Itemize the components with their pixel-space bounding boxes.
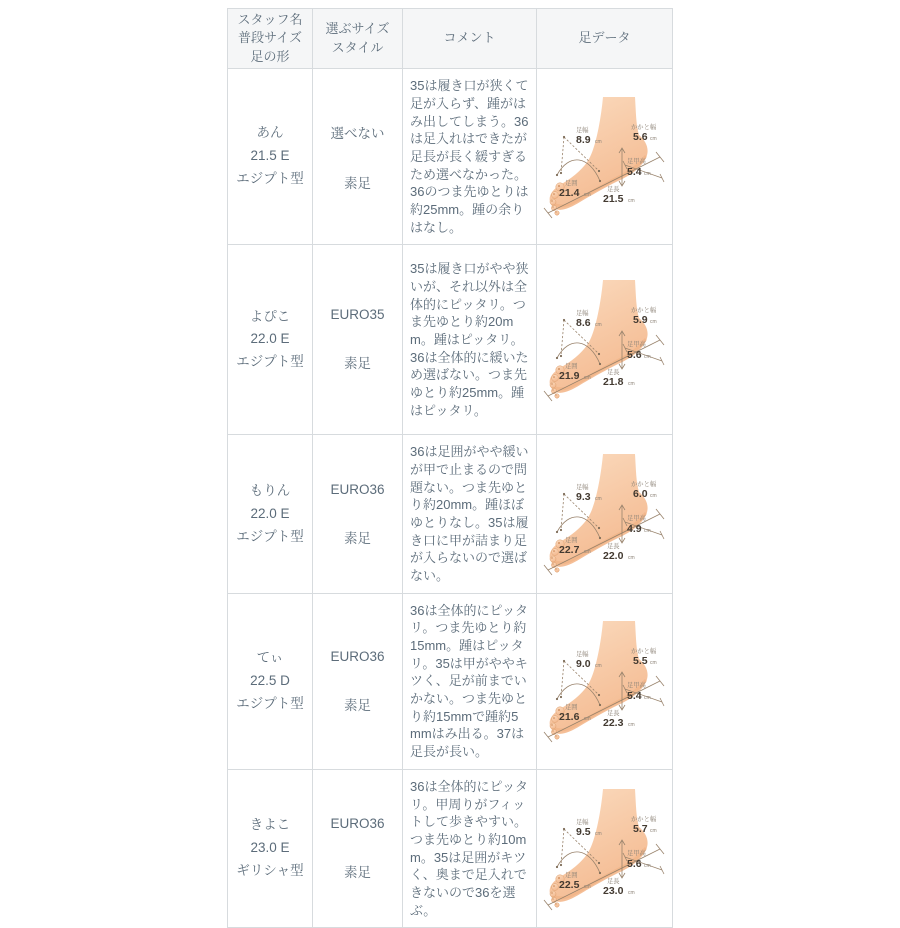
col-header-staff — [228, 9, 313, 69]
svg-text:cm: cm — [627, 197, 635, 204]
svg-text:5.7: 5.7 — [632, 822, 648, 835]
table-row — [228, 69, 673, 245]
svg-text:足甲高: 足甲高 — [626, 157, 646, 165]
staff-foot-shape: エジプト型 — [236, 528, 304, 544]
chosen-size: EURO35 — [330, 307, 385, 323]
svg-text:cm: cm — [583, 716, 591, 723]
svg-text:9.0: 9.0 — [575, 658, 591, 671]
svg-text:22.0: 22.0 — [602, 550, 623, 563]
svg-text:8.6: 8.6 — [575, 316, 591, 329]
staff-name: きよこ — [249, 817, 291, 833]
comment-cell — [403, 769, 537, 927]
svg-text:23.0: 23.0 — [602, 884, 623, 897]
foot-data-diagram — [543, 783, 667, 915]
foot-data-diagram — [543, 615, 667, 747]
table-row — [228, 769, 673, 927]
chosen-size-cell — [313, 593, 403, 769]
svg-text:cm: cm — [643, 528, 651, 535]
staff-foot-shape: エジプト型 — [236, 695, 304, 711]
header-line: コメント — [443, 30, 496, 46]
svg-text:cm: cm — [649, 318, 657, 325]
svg-text:22.7: 22.7 — [558, 544, 579, 557]
chosen-size: 選べない — [330, 125, 385, 141]
svg-text:足長: 足長 — [606, 185, 620, 193]
svg-text:cm: cm — [594, 496, 602, 503]
comment-text: 36は全体的にピッタリ。つま先ゆとり約15mm。踵はピッタリ。35は甲がややキツく、足が前までいかない。つま先ゆとり約15mmで踵約5mmはみ出る。37は足長が長い。 — [410, 602, 528, 760]
chosen-size: EURO36 — [330, 481, 385, 497]
svg-text:足長: 足長 — [606, 877, 620, 885]
header-line: 足の形 — [250, 48, 290, 64]
foot-data-diagram — [543, 91, 667, 223]
staff-cell — [228, 435, 313, 593]
svg-text:5.9: 5.9 — [632, 313, 648, 326]
fitting-style: 素足 — [344, 865, 371, 881]
svg-text:9.3: 9.3 — [575, 491, 591, 504]
comment-cell — [403, 435, 537, 593]
foot-data-cell — [537, 435, 673, 593]
svg-text:cm: cm — [643, 695, 651, 702]
svg-text:cm: cm — [594, 321, 602, 328]
foot-data-cell — [537, 593, 673, 769]
staff-cell — [228, 593, 313, 769]
table-row — [228, 593, 673, 769]
header-line: スタッフ名 — [237, 12, 303, 27]
svg-text:かかと幅: かかと幅 — [630, 123, 656, 131]
staff-name: よぴこ — [249, 308, 291, 324]
chosen-size: EURO36 — [330, 816, 385, 832]
staff-foot-shape: エジプト型 — [236, 354, 304, 370]
svg-text:cm: cm — [627, 555, 635, 562]
comment-cell — [403, 245, 537, 435]
col-header-chosen-size — [313, 9, 403, 69]
staff-review-table-wrap — [227, 8, 673, 928]
svg-text:5.6: 5.6 — [626, 857, 642, 870]
svg-text:21.6: 21.6 — [558, 711, 579, 724]
svg-text:21.9: 21.9 — [558, 369, 579, 382]
svg-text:5.4: 5.4 — [626, 690, 642, 703]
col-header-foot-data — [537, 9, 673, 69]
foot-data-cell — [537, 245, 673, 435]
svg-text:21.5: 21.5 — [602, 192, 623, 205]
chosen-size-cell — [313, 69, 403, 245]
svg-text:足甲高: 足甲高 — [626, 515, 646, 523]
staff-usual-size: 23.0 E — [250, 840, 290, 856]
svg-text:cm: cm — [583, 374, 591, 381]
comment-cell — [403, 69, 537, 245]
svg-text:5.5: 5.5 — [632, 655, 648, 668]
comment-cell — [403, 593, 537, 769]
comment-text: 36は全体的にピッタリ。甲周りがフィットして歩きやすい。つま先ゆとり約10mm。35は足囲がキツく、奥まで足入れできないので36を選ぶ。 — [410, 778, 528, 918]
foot-data-cell — [537, 769, 673, 927]
comment-text: 35は履き口が狭くて足が入らず、踵がはみ出してしまう。36は足入れはできたが足長が長く緩すぎるため選べなかった。36のつま先ゆとりは約25mm。踵の余りはなし。 — [410, 78, 529, 235]
svg-text:かかと幅: かかと幅 — [630, 306, 656, 314]
svg-text:6.0: 6.0 — [632, 488, 648, 501]
fitting-style: 素足 — [344, 697, 371, 713]
svg-text:足幅: 足幅 — [575, 126, 589, 134]
svg-text:足甲高: 足甲高 — [626, 682, 646, 690]
staff-foot-shape: ギリシャ型 — [236, 862, 304, 878]
header-line: 選ぶサイズ — [325, 21, 390, 37]
staff-name: てぃ — [256, 649, 284, 665]
svg-text:かかと幅: かかと幅 — [630, 815, 656, 823]
svg-text:cm: cm — [583, 549, 591, 556]
svg-text:かかと幅: かかと幅 — [630, 481, 656, 489]
chosen-size-cell — [313, 435, 403, 593]
staff-review-table — [227, 8, 673, 928]
fitting-style: 素足 — [344, 175, 371, 191]
staff-name: あん — [256, 125, 284, 141]
svg-text:cm: cm — [649, 135, 657, 142]
svg-text:足長: 足長 — [606, 368, 620, 376]
header-line: スタイル — [331, 39, 384, 55]
svg-text:cm: cm — [649, 660, 657, 667]
svg-text:cm: cm — [627, 722, 635, 729]
svg-text:cm: cm — [627, 380, 635, 387]
svg-text:cm: cm — [594, 138, 602, 145]
staff-foot-shape: エジプト型 — [236, 171, 304, 187]
svg-text:cm: cm — [627, 889, 635, 896]
svg-text:22.3: 22.3 — [602, 717, 623, 730]
svg-text:足幅: 足幅 — [575, 651, 589, 659]
svg-text:22.5: 22.5 — [558, 878, 579, 891]
header-line: 足データ — [578, 30, 631, 46]
fitting-style: 素足 — [344, 356, 371, 372]
staff-usual-size: 22.5 D — [250, 672, 290, 688]
svg-text:21.8: 21.8 — [602, 375, 623, 388]
svg-text:cm: cm — [649, 493, 657, 500]
header-line: 普段サイズ — [238, 30, 302, 46]
staff-usual-size: 21.5 E — [250, 148, 290, 164]
svg-text:足長: 足長 — [606, 710, 620, 718]
svg-text:cm: cm — [583, 883, 591, 890]
svg-text:cm: cm — [643, 353, 651, 360]
comment-text: 35は履き口がやや狭いが、それ以外は全体的にピッタリ。つま先ゆとり約20mm。踵はピッタリ。36は全体的に緩いため選ばない。つま先ゆとり約25mm。踵はピッタリ。 — [410, 261, 529, 418]
foot-data-cell — [537, 69, 673, 245]
svg-text:8.9: 8.9 — [575, 133, 591, 146]
svg-text:足幅: 足幅 — [575, 818, 589, 826]
svg-text:足甲高: 足甲高 — [626, 849, 646, 857]
comment-text: 36は足囲がやや緩いが甲で止まるので問題ない。つま先ゆとり約20mm。踵ほぼゆとりなし。35は履き口に甲が詰まり足が入らないので選ばない。 — [410, 444, 529, 584]
svg-text:cm: cm — [594, 830, 602, 837]
svg-text:5.6: 5.6 — [626, 348, 642, 361]
foot-data-diagram — [543, 448, 667, 580]
staff-cell — [228, 769, 313, 927]
staff-cell — [228, 69, 313, 245]
foot-data-diagram — [543, 274, 667, 406]
svg-text:9.5: 9.5 — [575, 825, 591, 838]
svg-text:5.4: 5.4 — [626, 165, 642, 178]
svg-text:5.6: 5.6 — [632, 130, 648, 143]
svg-text:足囲: 足囲 — [564, 537, 578, 545]
svg-text:足囲: 足囲 — [564, 871, 578, 879]
svg-text:cm: cm — [649, 827, 657, 834]
chosen-size-cell — [313, 245, 403, 435]
svg-text:足囲: 足囲 — [564, 179, 578, 187]
svg-text:21.4: 21.4 — [558, 186, 579, 199]
svg-text:かかと幅: かかと幅 — [630, 648, 656, 656]
svg-text:足囲: 足囲 — [564, 704, 578, 712]
svg-text:足囲: 足囲 — [564, 362, 578, 370]
col-header-comment — [403, 9, 537, 69]
svg-text:足甲高: 足甲高 — [626, 340, 646, 348]
chosen-size-cell — [313, 769, 403, 927]
svg-text:cm: cm — [643, 170, 651, 177]
fitting-style: 素足 — [344, 530, 371, 546]
svg-text:4.9: 4.9 — [626, 523, 642, 536]
svg-text:足長: 足長 — [606, 543, 620, 551]
table-row — [228, 435, 673, 593]
svg-text:cm: cm — [594, 663, 602, 670]
svg-text:足幅: 足幅 — [575, 309, 589, 317]
header-row — [228, 9, 673, 69]
chosen-size: EURO36 — [330, 648, 385, 664]
staff-name: もりん — [249, 482, 291, 498]
svg-text:cm: cm — [643, 862, 651, 869]
staff-cell — [228, 245, 313, 435]
svg-text:足幅: 足幅 — [575, 484, 589, 492]
table-row — [228, 245, 673, 435]
svg-text:cm: cm — [583, 191, 591, 198]
staff-usual-size: 22.0 E — [250, 331, 290, 347]
staff-usual-size: 22.0 E — [250, 505, 290, 521]
